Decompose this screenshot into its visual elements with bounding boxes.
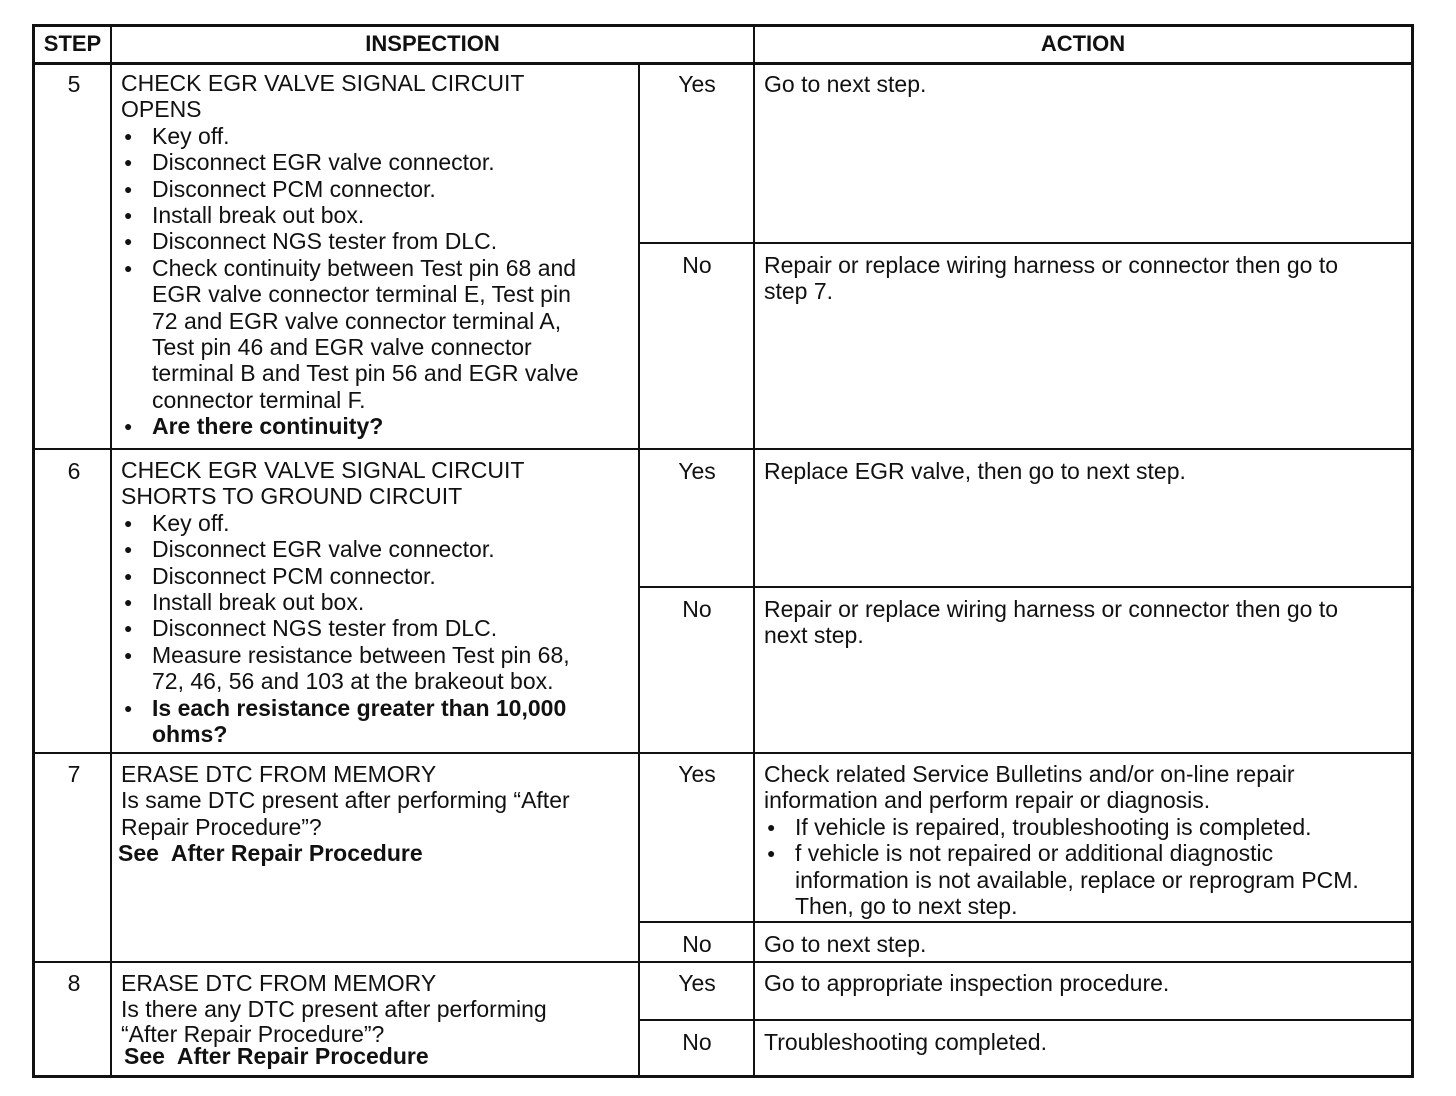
no-label: No <box>682 931 712 957</box>
step-number: 6 <box>67 458 81 484</box>
yes-label: Yes <box>678 458 716 484</box>
yes-action: Replace EGR valve, then go to next step. <box>764 458 1186 484</box>
no-label: No <box>682 252 712 278</box>
inspection-title: OPENS <box>121 96 202 123</box>
yes-action: Go to appropriate inspection procedure. <box>764 970 1170 996</box>
inspection-title: SHORTS TO GROUND CIRCUIT <box>121 483 463 510</box>
inspection-text <box>121 70 579 440</box>
yes-label: Yes <box>678 970 716 996</box>
yes-action: Check related Service Bulletins and/or on-line repair information and perform repair or diagnosis. ● If vehicle is repaired, troubleshooting is completed. ● f vehicle is not repaired or additional diagnostic information is not available, replace or reprogram PCM. Then, go to next step. <box>764 761 1359 919</box>
no-action: Troubleshooting completed. <box>764 1029 1047 1055</box>
diagnostic-table <box>32 24 1414 1078</box>
inspection-question: ● Are there continuity? <box>121 413 579 439</box>
yes-label: Yes <box>678 761 716 787</box>
inspection-bullet: ● Measure resistance between Test pin 68, 72, 46, 56 and 103 at the brakeout box. <box>121 642 570 695</box>
inspection-text <box>121 457 570 747</box>
header-inspection: INSPECTION <box>365 31 500 56</box>
inspection-bullet: ● Disconnect EGR valve connector. <box>121 536 570 562</box>
inspection-bullet: ● Install break out box. <box>121 202 579 228</box>
no-label: No <box>682 596 712 622</box>
no-label: No <box>682 1029 712 1055</box>
no-action: Go to next step. <box>764 931 927 957</box>
inspection-bullet: ● Disconnect NGS tester from DLC. <box>121 228 579 254</box>
inspection-bullet: ● Install break out box. <box>121 589 570 615</box>
inspection-bullet: ● Disconnect NGS tester from DLC. <box>121 615 570 641</box>
inspection-bullet: ● Disconnect PCM connector. <box>121 176 579 202</box>
inspection-text: ERASE DTC FROM MEMORY Is same DTC present after performing “After Repair Procedure”? See After Repair Procedure <box>118 761 570 867</box>
see-reference: See After Repair Procedure <box>124 1042 429 1069</box>
yes-action: Go to next step. <box>764 71 927 97</box>
inspection-text: ERASE DTC FROM MEMORY Is there any DTC present after performing “After Repair Procedure”? See After Repair Procedure <box>121 970 547 1069</box>
see-reference: See After Repair Procedure <box>118 840 423 867</box>
header-action: ACTION <box>1040 31 1126 56</box>
yes-label: Yes <box>678 71 716 97</box>
inspection-title: CHECK EGR VALVE SIGNAL CIRCUIT <box>121 70 525 96</box>
action-bullet: ● If vehicle is repaired, troubleshooting is completed. <box>764 814 1359 840</box>
step-number: 8 <box>67 970 81 996</box>
inspection-bullet: ● Disconnect PCM connector. <box>121 563 570 589</box>
inspection-bullet: ● Disconnect EGR valve connector. <box>121 149 579 175</box>
no-action: Repair or replace wiring harness or connector then go to next step. <box>764 596 1339 649</box>
no-action: Repair or replace wiring harness or connector then go to step 7. <box>764 252 1339 305</box>
step-number: 7 <box>67 761 81 787</box>
action-bullet: ● f vehicle is not repaired or additional diagnostic information is not available, replace or reprogram PCM. Then, go to next step. <box>764 840 1359 919</box>
inspection-title: CHECK EGR VALVE SIGNAL CIRCUIT <box>121 457 525 483</box>
inspection-bullet: ● Check continuity between Test pin 68 and EGR valve connector terminal E, Test pin 72 and EGR valve connector terminal A, Test pin 46 and EGR valve connector terminal B and Test pin 56 and EGR valve connector terminal F. <box>121 255 579 413</box>
inspection-question: ● Is each resistance greater than 10,000 ohms? <box>121 695 570 748</box>
inspection-bullet: ● Key off. <box>121 123 579 149</box>
header-step: STEP <box>43 31 102 56</box>
step-number: 5 <box>67 71 81 97</box>
inspection-bullet: ● Key off. <box>121 510 570 536</box>
